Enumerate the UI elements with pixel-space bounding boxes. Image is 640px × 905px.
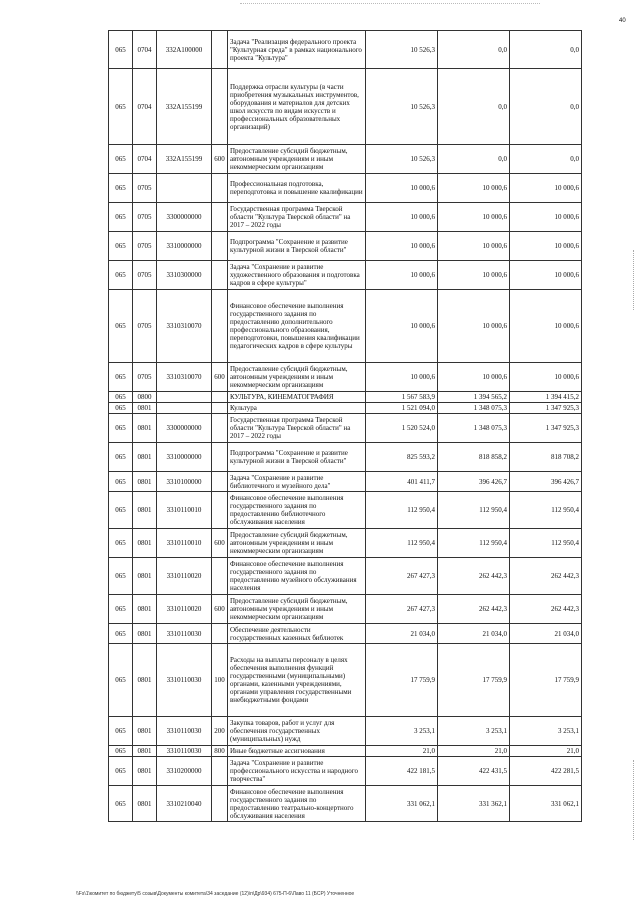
amount-2023-cell: 17 759,9 [510,644,582,717]
amount-2023-cell: 10 000,6 [510,203,582,232]
amount-2021-cell: 21,0 [366,746,438,757]
amount-2022-cell: 10 000,6 [438,261,510,290]
amount-2023-cell: 112 950,4 [510,492,582,529]
expense-type-cell [212,757,228,786]
expense-type-cell [212,232,228,261]
table-row [109,472,582,492]
item-name-cell: Государственная программа Тверской области "Культура Тверской области" на 2017 – 2022 годы [228,414,366,443]
item-name-cell: Культура [228,403,366,414]
amount-2022-cell: 396 426,7 [438,472,510,492]
expense-type-cell [212,203,228,232]
amount-2021-cell: 10 000,6 [366,174,438,203]
amount-2022-cell: 112 950,4 [438,492,510,529]
ved-code-cell: 065 [109,145,133,174]
table-row [109,261,582,290]
ved-code-cell: 065 [109,69,133,145]
amount-2021-cell: 1 521 094,0 [366,403,438,414]
table-row [109,392,582,403]
item-name-cell: Подпрограмма "Сохранение и развитие культурной жизни в Тверской области" [228,232,366,261]
page-number: 40 [619,18,626,24]
section-code-cell: 0704 [133,145,157,174]
amount-2021-cell: 10 526,3 [366,31,438,69]
target-article-cell: 3310110020 [157,595,212,624]
section-code-cell: 0801 [133,472,157,492]
table-row [109,492,582,529]
table-row [109,757,582,786]
amount-2022-cell: 0,0 [438,145,510,174]
section-code-cell: 0704 [133,31,157,69]
table-row [109,786,582,822]
table-row [109,69,582,145]
expense-type-cell [212,414,228,443]
item-name-cell: Обеспечение деятельности государственных казенных библиотек [228,624,366,644]
expense-type-cell: 100 [212,644,228,717]
table-row [109,290,582,363]
amount-2021-cell: 3 253,1 [366,717,438,746]
amount-2022-cell: 0,0 [438,31,510,69]
amount-2021-cell: 331 062,1 [366,786,438,822]
ved-code-cell: 065 [109,232,133,261]
section-code-cell: 0801 [133,746,157,757]
ved-code-cell: 065 [109,786,133,822]
amount-2023-cell: 10 000,6 [510,290,582,363]
section-code-cell: 0705 [133,290,157,363]
target-article-cell: 332A100000 [157,31,212,69]
expense-type-cell: 600 [212,595,228,624]
amount-2023-cell: 10 000,6 [510,232,582,261]
amount-2022-cell: 10 000,6 [438,203,510,232]
item-name-cell: Иные бюджетные ассигнования [228,746,366,757]
target-article-cell: 3310000000 [157,443,212,472]
file-path-footer: \\Fs\1\комитет по бюджету\5 созыв\Документы комитета\34 заседание (12)\п\Др\934) 675-П-6\Лаво 11 (БСР) Уточненное [76,891,355,897]
target-article-cell: 3300000000 [157,203,212,232]
ved-code-cell: 065 [109,174,133,203]
amount-2021-cell: 112 950,4 [366,492,438,529]
amount-2023-cell: 10 000,6 [510,261,582,290]
expense-type-cell [212,174,228,203]
expense-type-cell: 800 [212,746,228,757]
amount-2021-cell: 267 427,3 [366,558,438,595]
table-row [109,595,582,624]
amount-2021-cell: 1 520 524,0 [366,414,438,443]
amount-2023-cell: 331 062,1 [510,786,582,822]
section-code-cell: 0705 [133,174,157,203]
ved-code-cell: 065 [109,443,133,472]
table-row [109,624,582,644]
section-code-cell: 0801 [133,403,157,414]
expense-type-cell: 600 [212,363,228,392]
expense-type-cell: 600 [212,529,228,558]
ved-code-cell: 065 [109,717,133,746]
expense-type-cell: 200 [212,717,228,746]
ved-code-cell: 065 [109,492,133,529]
ved-code-cell: 065 [109,363,133,392]
section-code-cell: 0801 [133,414,157,443]
ved-code-cell: 065 [109,31,133,69]
section-code-cell: 0801 [133,558,157,595]
table-row [109,203,582,232]
amount-2023-cell: 10 000,6 [510,174,582,203]
amount-2022-cell: 112 950,4 [438,529,510,558]
section-code-cell: 0801 [133,757,157,786]
ved-code-cell: 065 [109,261,133,290]
amount-2021-cell: 267 427,3 [366,595,438,624]
amount-2023-cell: 262 442,3 [510,558,582,595]
item-name-cell: Предоставление субсидий бюджетным, автономным учреждениям и иным некоммерческим организациям [228,529,366,558]
ved-code-cell: 065 [109,644,133,717]
target-article-cell: 3310310070 [157,290,212,363]
target-article-cell: 3310110030 [157,624,212,644]
table-row [109,31,582,69]
expense-type-cell: 600 [212,145,228,174]
target-article-cell: 3310300000 [157,261,212,290]
section-code-cell: 0801 [133,529,157,558]
ved-code-cell: 065 [109,403,133,414]
section-code-cell: 0705 [133,261,157,290]
amount-2021-cell: 17 759,9 [366,644,438,717]
amount-2023-cell: 422 281,5 [510,757,582,786]
amount-2021-cell: 10 000,6 [366,203,438,232]
item-name-cell: Задача "Сохранение и развитие библиотечного и музейного дела" [228,472,366,492]
amount-2023-cell: 10 000,6 [510,363,582,392]
section-code-cell: 0705 [133,363,157,392]
section-code-cell: 0705 [133,203,157,232]
amount-2021-cell: 10 526,3 [366,69,438,145]
expense-type-cell [212,69,228,145]
table-row [109,363,582,392]
ved-code-cell: 065 [109,203,133,232]
expense-type-cell [212,31,228,69]
target-article-cell: 3310100000 [157,472,212,492]
expense-type-cell [212,624,228,644]
amount-2022-cell: 10 000,6 [438,174,510,203]
target-article-cell: 3310310070 [157,363,212,392]
amount-2021-cell: 422 181,5 [366,757,438,786]
amount-2022-cell: 0,0 [438,69,510,145]
section-code-cell: 0801 [133,786,157,822]
ved-code-cell: 065 [109,392,133,403]
amount-2021-cell: 10 000,6 [366,261,438,290]
amount-2022-cell: 331 362,1 [438,786,510,822]
table-row [109,529,582,558]
amount-2023-cell: 1 347 925,3 [510,414,582,443]
amount-2023-cell: 0,0 [510,145,582,174]
ved-code-cell: 065 [109,746,133,757]
amount-2023-cell: 262 442,3 [510,595,582,624]
amount-2021-cell: 10 000,6 [366,232,438,261]
amount-2022-cell: 10 000,6 [438,363,510,392]
ved-code-cell: 065 [109,472,133,492]
ved-code-cell: 065 [109,529,133,558]
amount-2022-cell: 21 034,0 [438,624,510,644]
table-row [109,403,582,414]
target-article-cell [157,174,212,203]
section-code-cell: 0800 [133,392,157,403]
amount-2023-cell: 1 394 415,2 [510,392,582,403]
item-name-cell: Финансовое обеспечение выполнения государственного задания по предоставлению библиотечного обслуживания населения [228,492,366,529]
amount-2021-cell: 10 000,6 [366,363,438,392]
target-article-cell: 3310200000 [157,757,212,786]
expense-type-cell [212,443,228,472]
section-code-cell: 0801 [133,492,157,529]
amount-2023-cell: 3 253,1 [510,717,582,746]
target-article-cell: 3310110030 [157,746,212,757]
amount-2023-cell: 21 034,0 [510,624,582,644]
scan-side-artifact [633,760,634,840]
amount-2022-cell: 818 858,2 [438,443,510,472]
target-article-cell: 3310210040 [157,786,212,822]
section-code-cell: 0705 [133,232,157,261]
section-code-cell: 0801 [133,644,157,717]
section-code-cell: 0801 [133,624,157,644]
expense-type-cell [212,786,228,822]
table-row [109,746,582,757]
table-row [109,414,582,443]
amount-2023-cell: 1 347 925,3 [510,403,582,414]
ved-code-cell: 065 [109,595,133,624]
section-code-cell: 0801 [133,595,157,624]
expense-type-cell [212,261,228,290]
expense-type-cell [212,492,228,529]
target-article-cell [157,403,212,414]
expense-type-cell [212,392,228,403]
scan-top-artifact [240,3,540,6]
target-article-cell: 3310110020 [157,558,212,595]
amount-2023-cell: 0,0 [510,69,582,145]
ved-code-cell: 065 [109,624,133,644]
item-name-cell: Предоставление субсидий бюджетным, автономным учреждениям и иным некоммерческим организациям [228,363,366,392]
item-name-cell: Финансовое обеспечение выполнения государственного задания по предоставлению музейного обслуживания населения [228,558,366,595]
target-article-cell [157,392,212,403]
table-row [109,145,582,174]
ved-code-cell: 065 [109,290,133,363]
ved-code-cell: 065 [109,414,133,443]
expense-type-cell [212,558,228,595]
item-name-cell: Финансовое обеспечение выполнения государственного задания по предоставлению театрально-концертного обслуживания населения [228,786,366,822]
amount-2022-cell: 21,0 [438,746,510,757]
table-row [109,644,582,717]
item-name-cell: Поддержка отрасли культуры (в части приобретения музыкальных инструментов, оборудования и материалов для детских школ искусств по видам искусств и профессиональных образовательных организаций) [228,69,366,145]
amount-2022-cell: 262 442,3 [438,595,510,624]
item-name-cell: Расходы на выплаты персоналу в целях обеспечения выполнения функций государственными (муниципальными) органами, казенными учреждениями, органами управления государственными внебюджетными фондами [228,644,366,717]
target-article-cell: 3310000000 [157,232,212,261]
amount-2022-cell: 10 000,6 [438,232,510,261]
table-row [109,174,582,203]
amount-2022-cell: 1 394 565,2 [438,392,510,403]
expense-type-cell [212,472,228,492]
amount-2023-cell: 396 426,7 [510,472,582,492]
amount-2021-cell: 112 950,4 [366,529,438,558]
section-code-cell: 0801 [133,717,157,746]
amount-2023-cell: 0,0 [510,31,582,69]
item-name-cell: Закупка товаров, работ и услуг для обеспечения государственных (муниципальных) нужд [228,717,366,746]
item-name-cell: Финансовое обеспечение выполнения государственного задания по предоставлению дополнительного профессионального образования, переподготовки, повышения квалификации педагогических кадров в сфере культуры [228,290,366,363]
table-row [109,558,582,595]
amount-2021-cell: 401 411,7 [366,472,438,492]
amount-2021-cell: 825 593,2 [366,443,438,472]
expense-type-cell [212,403,228,414]
table-row [109,717,582,746]
item-name-cell: Предоставление субсидий бюджетным, автономным учреждениям и иным некоммерческим организациям [228,595,366,624]
target-article-cell: 3310110010 [157,492,212,529]
target-article-cell: 3310110010 [157,529,212,558]
amount-2023-cell: 112 950,4 [510,529,582,558]
amount-2022-cell: 262 442,3 [438,558,510,595]
item-name-cell: Государственная программа Тверской области "Культура Тверской области" на 2017 – 2022 годы [228,203,366,232]
amount-2022-cell: 17 759,9 [438,644,510,717]
target-article-cell: 332A155199 [157,145,212,174]
amount-2022-cell: 422 431,5 [438,757,510,786]
amount-2021-cell: 21 034,0 [366,624,438,644]
ved-code-cell: 065 [109,757,133,786]
table-row [109,443,582,472]
amount-2023-cell: 818 708,2 [510,443,582,472]
section-code-cell: 0704 [133,69,157,145]
item-name-cell: КУЛЬТУРА, КИНЕМАТОГРАФИЯ [228,392,366,403]
item-name-cell: Задача "Сохранение и развитие художественного образования и подготовка кадров в сфере культуры" [228,261,366,290]
target-article-cell: 3300000000 [157,414,212,443]
amount-2022-cell: 10 000,6 [438,290,510,363]
item-name-cell: Профессиональная подготовка, переподготовка и повышение квалификации [228,174,366,203]
budget-table [108,30,582,822]
target-article-cell: 3310110030 [157,717,212,746]
amount-2021-cell: 1 567 583,9 [366,392,438,403]
amount-2022-cell: 1 348 075,3 [438,403,510,414]
ved-code-cell: 065 [109,558,133,595]
amount-2023-cell: 21,0 [510,746,582,757]
item-name-cell: Задача "Реализация федерального проекта "Культурная среда" в рамках национального проекта "Культура" [228,31,366,69]
item-name-cell: Подпрограмма "Сохранение и развитие культурной жизни в Тверской области" [228,443,366,472]
scan-side-artifact [633,250,634,310]
amount-2022-cell: 3 253,1 [438,717,510,746]
table-row [109,232,582,261]
section-code-cell: 0801 [133,443,157,472]
amount-2021-cell: 10 526,3 [366,145,438,174]
expense-type-cell [212,290,228,363]
target-article-cell: 3310110030 [157,644,212,717]
amount-2021-cell: 10 000,6 [366,290,438,363]
item-name-cell: Задача "Сохранение и развитие профессионального искусства и народного творчества" [228,757,366,786]
target-article-cell: 332A155199 [157,69,212,145]
item-name-cell: Предоставление субсидий бюджетным, автономным учреждениям и иным некоммерческим организациям [228,145,366,174]
amount-2022-cell: 1 348 075,3 [438,414,510,443]
